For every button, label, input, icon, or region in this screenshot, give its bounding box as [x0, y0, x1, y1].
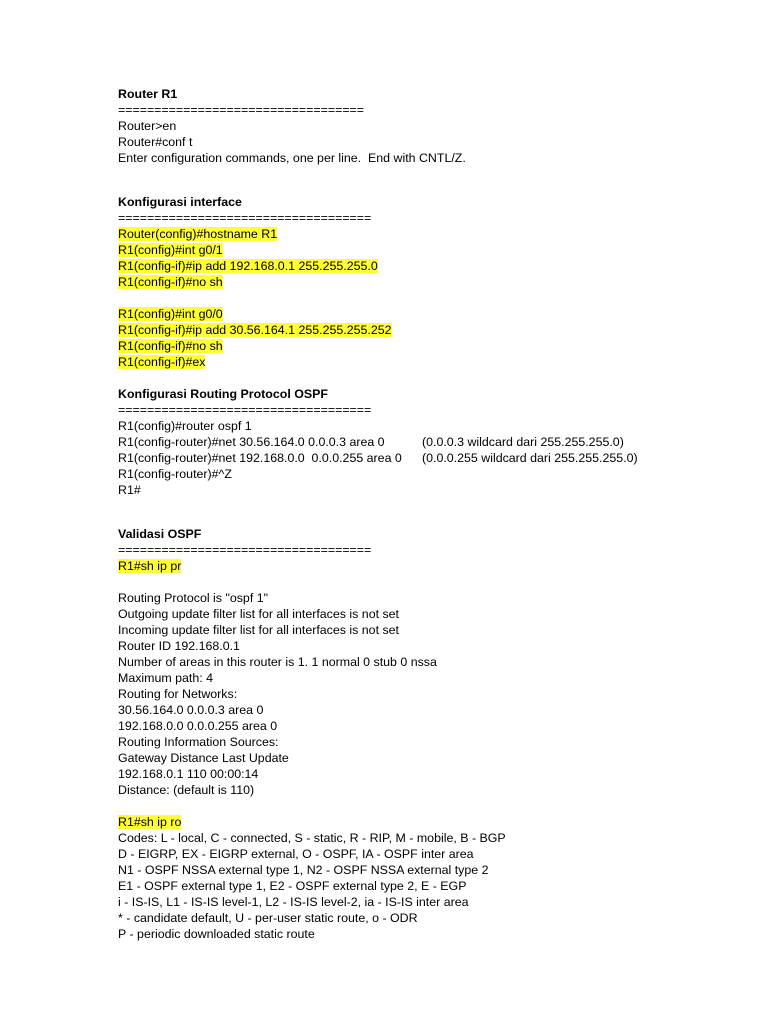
- output-line: Incoming update filter list for all interfaces is not set: [118, 623, 399, 637]
- command-line: Router>en: [118, 119, 177, 133]
- output-line: Outgoing update filter list for all interfaces is not set: [118, 607, 399, 621]
- output-line: Routing for Networks:: [118, 687, 238, 701]
- command-line: Router#conf t: [118, 135, 193, 149]
- highlighted-command: R1(config)#int g0/1: [118, 243, 223, 257]
- highlighted-command: R1#sh ip ro: [118, 815, 182, 829]
- output-line: Router ID 192.168.0.1: [118, 639, 240, 653]
- output-line: Distance: (default is 110): [118, 783, 255, 797]
- section-title-router: Router R1: [118, 87, 178, 101]
- section-divider: ===================================: [118, 211, 372, 225]
- output-line: * - candidate default, U - per-user static route, o - ODR: [118, 911, 418, 925]
- command-line: R1#: [118, 483, 141, 497]
- command-line: R1(config-router)#net 192.168.0.0 0.0.0.255 area 0: [118, 451, 402, 465]
- highlighted-command: R1(config-if)#ip add 30.56.164.1 255.255.255.252: [118, 323, 392, 337]
- highlighted-command: R1(config-if)#no sh: [118, 339, 223, 353]
- output-line: Number of areas in this router is 1. 1 normal 0 stub 0 nssa: [118, 655, 437, 669]
- wildcard-note: (0.0.0.3 wildcard dari 255.255.255.0): [422, 435, 624, 449]
- highlighted-command: R1(config-if)#no sh: [118, 275, 223, 289]
- output-line: Enter configuration commands, one per line. End with CNTL/Z.: [118, 151, 466, 165]
- output-line: 30.56.164.0 0.0.0.3 area 0: [118, 703, 264, 717]
- section-divider: ===================================: [118, 403, 372, 417]
- section-title-validasi: Validasi OSPF: [118, 527, 202, 541]
- command-line: R1(config-router)#^Z: [118, 467, 232, 481]
- output-line: N1 - OSPF NSSA external type 1, N2 - OSPF NSSA external type 2: [118, 863, 489, 877]
- highlighted-command: R1#sh ip pr: [118, 559, 182, 573]
- output-line: Codes: L - local, C - connected, S - static, R - RIP, M - mobile, B - BGP: [118, 831, 506, 845]
- document-page: [118, 86, 738, 942]
- section-title-interface: Konfigurasi interface: [118, 195, 242, 209]
- section-title-ospf: Konfigurasi Routing Protocol OSPF: [118, 387, 328, 401]
- section-divider: ===================================: [118, 543, 372, 557]
- highlighted-command: R1(config-if)#ip add 192.168.0.1 255.255.255.0: [118, 259, 378, 273]
- output-line: Routing Information Sources:: [118, 735, 279, 749]
- output-line: D - EIGRP, EX - EIGRP external, O - OSPF, IA - OSPF inter area: [118, 847, 474, 861]
- output-line: 192.168.0.1 110 00:00:14: [118, 767, 259, 781]
- command-line: R1(config-router)#net 30.56.164.0 0.0.0.3 area 0: [118, 435, 385, 449]
- highlighted-command: R1(config-if)#ex: [118, 355, 206, 369]
- output-line: Routing Protocol is "ospf 1": [118, 591, 268, 605]
- output-line: 192.168.0.0 0.0.0.255 area 0: [118, 719, 278, 733]
- highlighted-command: Router(config)#hostname R1: [118, 227, 278, 241]
- output-line: Gateway Distance Last Update: [118, 751, 289, 765]
- section-divider: ==================================: [118, 103, 365, 117]
- output-line: E1 - OSPF external type 1, E2 - OSPF external type 2, E - EGP: [118, 879, 467, 893]
- output-line: P - periodic downloaded static route: [118, 927, 315, 941]
- output-line: Maximum path: 4: [118, 671, 214, 685]
- wildcard-note: (0.0.0.255 wildcard dari 255.255.255.0): [422, 451, 638, 465]
- highlighted-command: R1(config)#int g0/0: [118, 307, 223, 321]
- command-line: R1(config)#router ospf 1: [118, 419, 252, 433]
- output-line: i - IS-IS, L1 - IS-IS level-1, L2 - IS-IS level-2, ia - IS-IS inter area: [118, 895, 469, 909]
